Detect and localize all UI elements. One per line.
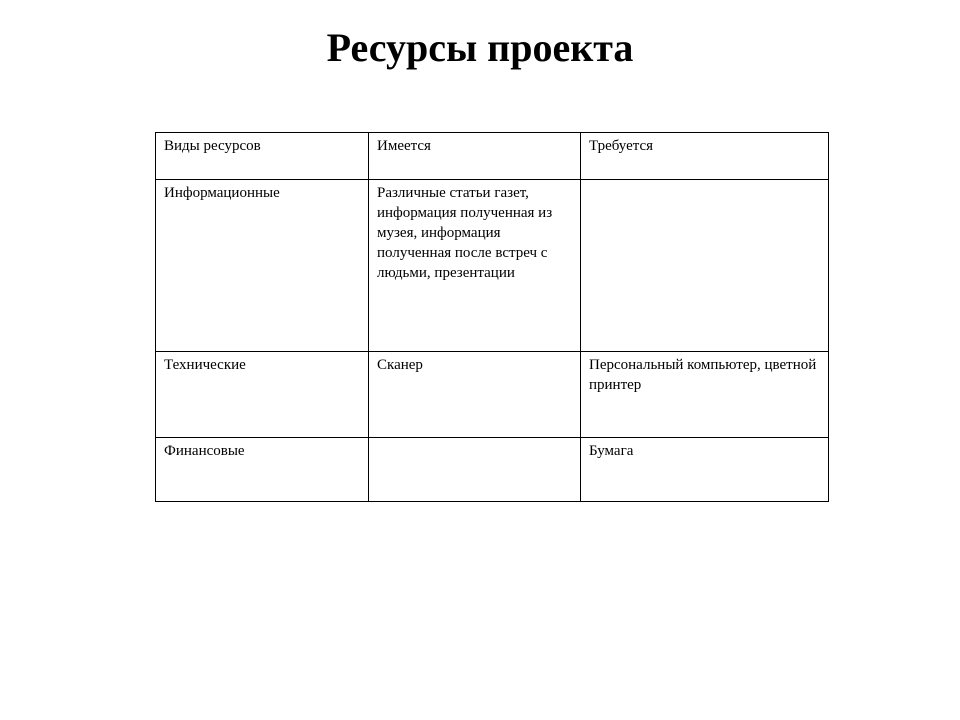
row-financial-available [369, 438, 581, 502]
row-technical-type: Технические [156, 352, 369, 438]
row-financial-type: Финансовые [156, 438, 369, 502]
page-title: Ресурсы проекта [326, 25, 634, 70]
row-informational-required [581, 180, 829, 352]
table-header-row [156, 133, 829, 180]
header-cell-resource-type: Виды ресурсов [156, 133, 369, 180]
row-financial-required: Бумага [581, 438, 829, 502]
table-row [156, 438, 829, 502]
row-informational-type: Информационные [156, 180, 369, 352]
row-informational-available: Различные статьи газет, информация полученная из музея, информация полученная после встреч с людьми, презентации [369, 180, 581, 352]
resources-table [155, 132, 829, 502]
header-cell-available: Имеется [369, 133, 581, 180]
row-technical-required: Персональный компьютер, цветной принтер [581, 352, 829, 438]
table-row [156, 180, 829, 352]
row-technical-available: Сканер [369, 352, 581, 438]
table-row [156, 352, 829, 438]
header-cell-required: Требуется [581, 133, 829, 180]
